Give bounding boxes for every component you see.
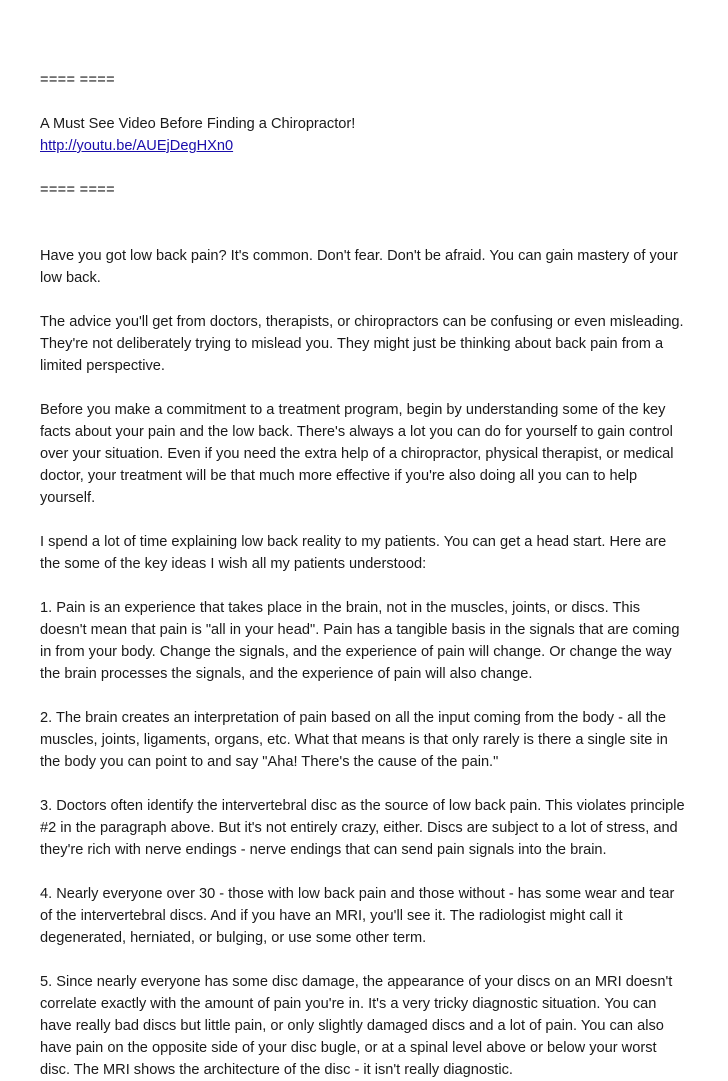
paragraph-point-4: 4. Nearly everyone over 30 - those with low back pain and those without - has some wear and tear of the intervertebral discs. And if you have an MRI, you'll see it. The radiologist might call it degenerated, herniated, or bulging, or use some other term.: [40, 886, 675, 946]
separator-top: ==== ====: [40, 72, 115, 88]
paragraph-point-5: 5. Since nearly everyone has some disc damage, the appearance of your discs on an MRI doesn't correlate exactly with the amount of pain you're in. It's a very tricky diagnostic situation. You can have really bad discs but little pain, or only slightly damaged discs and a lot of pain. You can also have pain on the opposite side of your disc bugle, or at a spinal level above or below your worst disc. The MRI shows the architecture of the disc - it isn't really diagnostic.: [40, 974, 673, 1078]
paragraph-advice: The advice you'll get from doctors, therapists, or chiropractors can be confusing or even misleading. They're not deliberately trying to mislead you. They might just be thinking about back pain from a limited perspective.: [40, 314, 684, 374]
paragraph-point-2: 2. The brain creates an interpretation of pain based on all the input coming from the body - all the muscles, joints, ligaments, organs, etc. What that means is that only rarely is there a single site in the body you can point to and say "Aha! There's the cause of the pain.": [40, 710, 668, 770]
paragraph-point-1: 1. Pain is an experience that takes place in the brain, not in the muscles, joints, or discs. This doesn't mean that pain is "all in your head". Pain has a tangible basis in the signals that are coming in from your body. Change the signals, and the experience of pain will change. Or change the way the brain processes the signals, and the experience of pain will also change.: [40, 600, 680, 682]
paragraph-point-3: 3. Doctors often identify the intervertebral disc as the source of low back pain. This violates principle #2 in the paragraph above. But it's not entirely crazy, either. Discs are subject to a lot of stress, and they're rich with nerve endings - nerve endings that can send pain signals into the brain.: [40, 798, 685, 858]
paragraph-intro: Have you got low back pain? It's common. Don't fear. Don't be afraid. You can gain mastery of your low back.: [40, 248, 678, 286]
article-body: [40, 245, 688, 1081]
promo-title: A Must See Video Before Finding a Chiropractor!: [40, 116, 356, 132]
separator-bottom: ==== ====: [40, 182, 115, 198]
paragraph-commitment: Before you make a commitment to a treatment program, begin by understanding some of the key facts about your pain and the low back. There's always a lot you can do for yourself to gain control over your situation. Even if you need the extra help of a chiropractor, physical therapist, or medical doctor, your treatment will be that much more effective if you're also doing all you can to help yourself.: [40, 402, 674, 506]
paragraph-key-ideas-intro: I spend a lot of time explaining low back reality to my patients. You can get a head start. Here are the some of the key ideas I wish all my patients understood:: [40, 534, 667, 572]
promo-video-link[interactable]: http://youtu.be/AUEjDegHXn0: [40, 138, 234, 154]
